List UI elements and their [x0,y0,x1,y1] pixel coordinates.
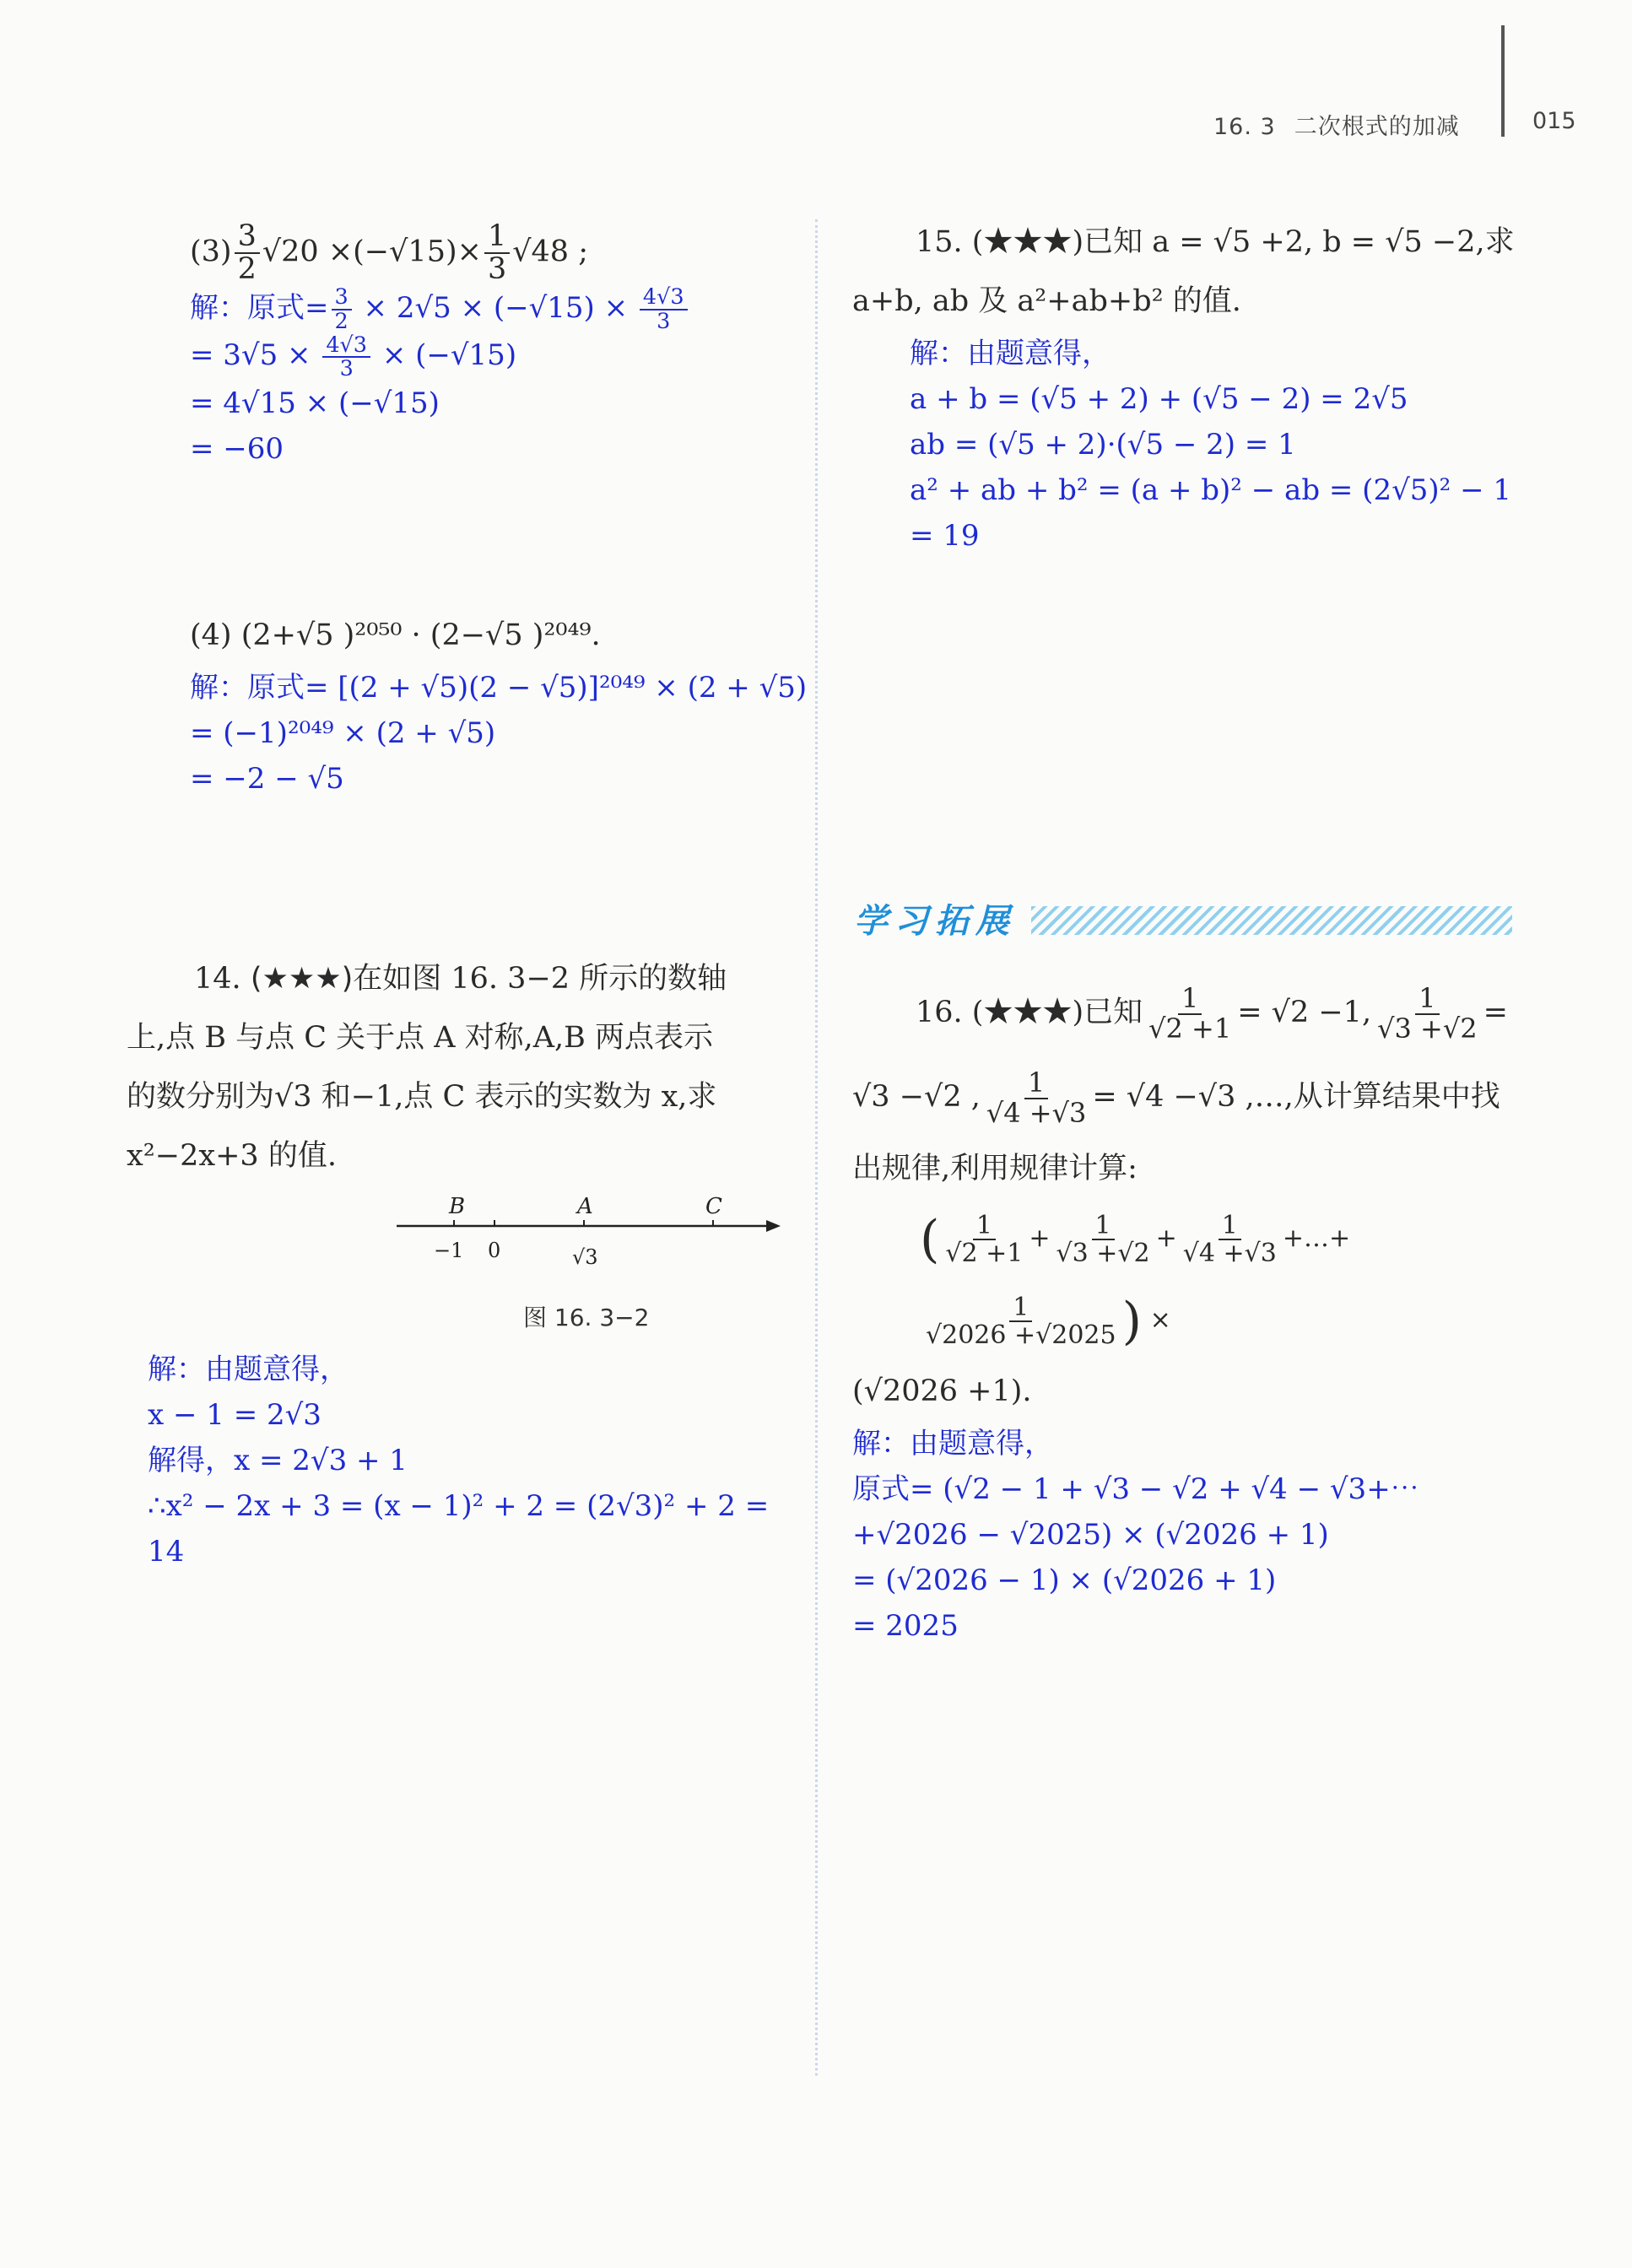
solution-line: 解：由题意得， [148,1353,349,1386]
problem-16-question: 16. (★★★)已知 $\frac{1}{√2 +1}$ = √2 −1, $\frac{1}{√3 +√2}$ = √3 −√2 , $\frac{1}{√4 +√3}$ = √4 −√3 ,…,从计算结果中找 出规律,利用规律计算: ( $\frac{1}{√2 +1}$ + $\frac{1}{√3 +√2}$ + $\frac{1}{√4 +√3}$ +…+ $\frac{1}{√2026 +√2025}$ ) × (√2026 +1). [852,970,1519,1421]
solution-line: = −60 [190,432,284,467]
problem-16-solution [852,1421,1519,1649]
banner-stripes [1031,906,1512,935]
solution-line: 解得，x = 2√3 + 1 [148,1444,408,1477]
solution-line: a² + ab + b² = (a + b)² − ab = (2√5)² − 1 = 19 [910,473,1512,553]
solution-line: = (√2026 − 1) × (√2026 + 1) [852,1563,1277,1597]
column-divider [815,219,818,2076]
problem-16 [852,970,1519,1649]
solution-line: = (−1)²⁰⁴⁹ × (2 + √5) [190,716,496,750]
solution-line: = 4√15 × (−√15) [190,386,440,421]
solution-line: 原式= (√2 − 1 + √3 − √2 + √4 − √3+⋯ [852,1472,1419,1506]
label-zero: 0 [488,1239,501,1262]
running-header [1213,108,1460,141]
solution-line: = 2025 [852,1609,959,1643]
solution-line: 解：由题意得， [852,1427,1053,1461]
solution-line: 解：由题意得， [910,337,1111,370]
fraction: $\frac{3}{2}$ [235,221,260,285]
problem-13-3-solution [190,285,814,472]
section-title: 二次根式的加减 [1294,114,1460,140]
number-line-figure [397,1188,785,1315]
label-c: C [705,1194,722,1219]
solution-line: 解：原式= [(2 + √5)(2 − √5)]²⁰⁴⁹ × (2 + √5) [190,671,808,705]
label-root3: √3 [572,1245,598,1269]
section-banner [854,893,1504,947]
problem-13-4-question: (4) (2+√5 )²⁰⁵⁰ · (2−√5 )²⁰⁴⁹. [190,618,601,652]
header-divider [1501,25,1505,137]
fraction: $\frac{1}{3}$ [484,221,510,285]
solution-line: ab = (√5 + 2)·(√5 − 2) = 1 [910,428,1296,462]
problem-13-4 [190,606,831,802]
solution-line: a + b = (√5 + 2) + (√5 − 2) = 2√5 [910,382,1408,416]
label-neg-one: −1 [434,1239,464,1262]
label-a: A [577,1194,593,1219]
problem-14-question: 14. (★★★)在如图 16. 3−2 所示的数轴 上,点 B 与点 C 关于点 A 对称,A,B 两点表示 的数分别为√3 和−1,点 C 表示的实数为 x,求 x²−2x+3 的值. [127,962,727,1173]
solution-line: ∴x² − 2x + 3 = (x − 1)² + 2 = (2√3)² + 2 = 14 [148,1489,770,1569]
solution-line: x − 1 = 2√3 [148,1398,322,1432]
problem-15 [852,213,1519,559]
solution-line: +√2026 − √2025) × (√2026 + 1) [852,1518,1329,1552]
solution-line: = 3√5 × $\frac{4√3}{3}$ × (−√15) [190,332,517,382]
sum-expression: ( $\frac{1}{√2 +1}$ + $\frac{1}{√3 +√2}$ + $\frac{1}{√4 +√3}$ +…+ $\frac{1}{√2026 +√2025}$ ) × [920,1210,1351,1351]
page-number: 015 [1532,108,1576,134]
axis-arrow [766,1220,781,1232]
problem-14 [127,949,793,1185]
problem-15-question: 15. (★★★)已知 a = √5 +2, b = √5 −2,求 a+b, ab 及 a²+ab+b² 的值. [852,225,1515,318]
problem-14-solution [148,1347,814,1574]
section-number: 16. 3 [1213,114,1276,140]
section-banner-title: 学习拓展 [854,902,1016,941]
solution-line: 解：原式= $\frac{3}{2}$ × 2√5 × (−√15) × $\frac{4√3}{3}$ [190,285,814,333]
label-b: B [449,1194,466,1219]
problem-13-3-question: (3) $\frac{3}{2}$ √20 ×(−√15)× $\frac{1}{3}$ √48 ; [190,219,588,286]
solution-line: = −2 − √5 [190,762,344,796]
problem-15-solution [852,331,1519,559]
problem-13-3 [190,221,814,472]
problem-13-4-solution [190,665,831,802]
figure-caption: 图 16. 3−2 [523,1304,650,1331]
